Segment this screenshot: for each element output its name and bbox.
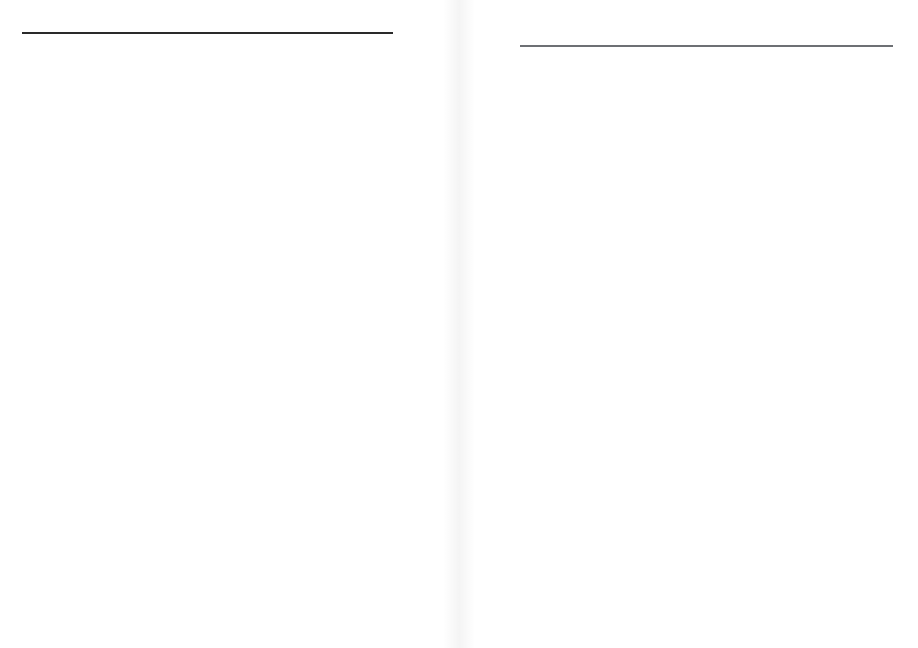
left-page-footer	[22, 619, 45, 628]
right-page-footer	[877, 619, 897, 628]
